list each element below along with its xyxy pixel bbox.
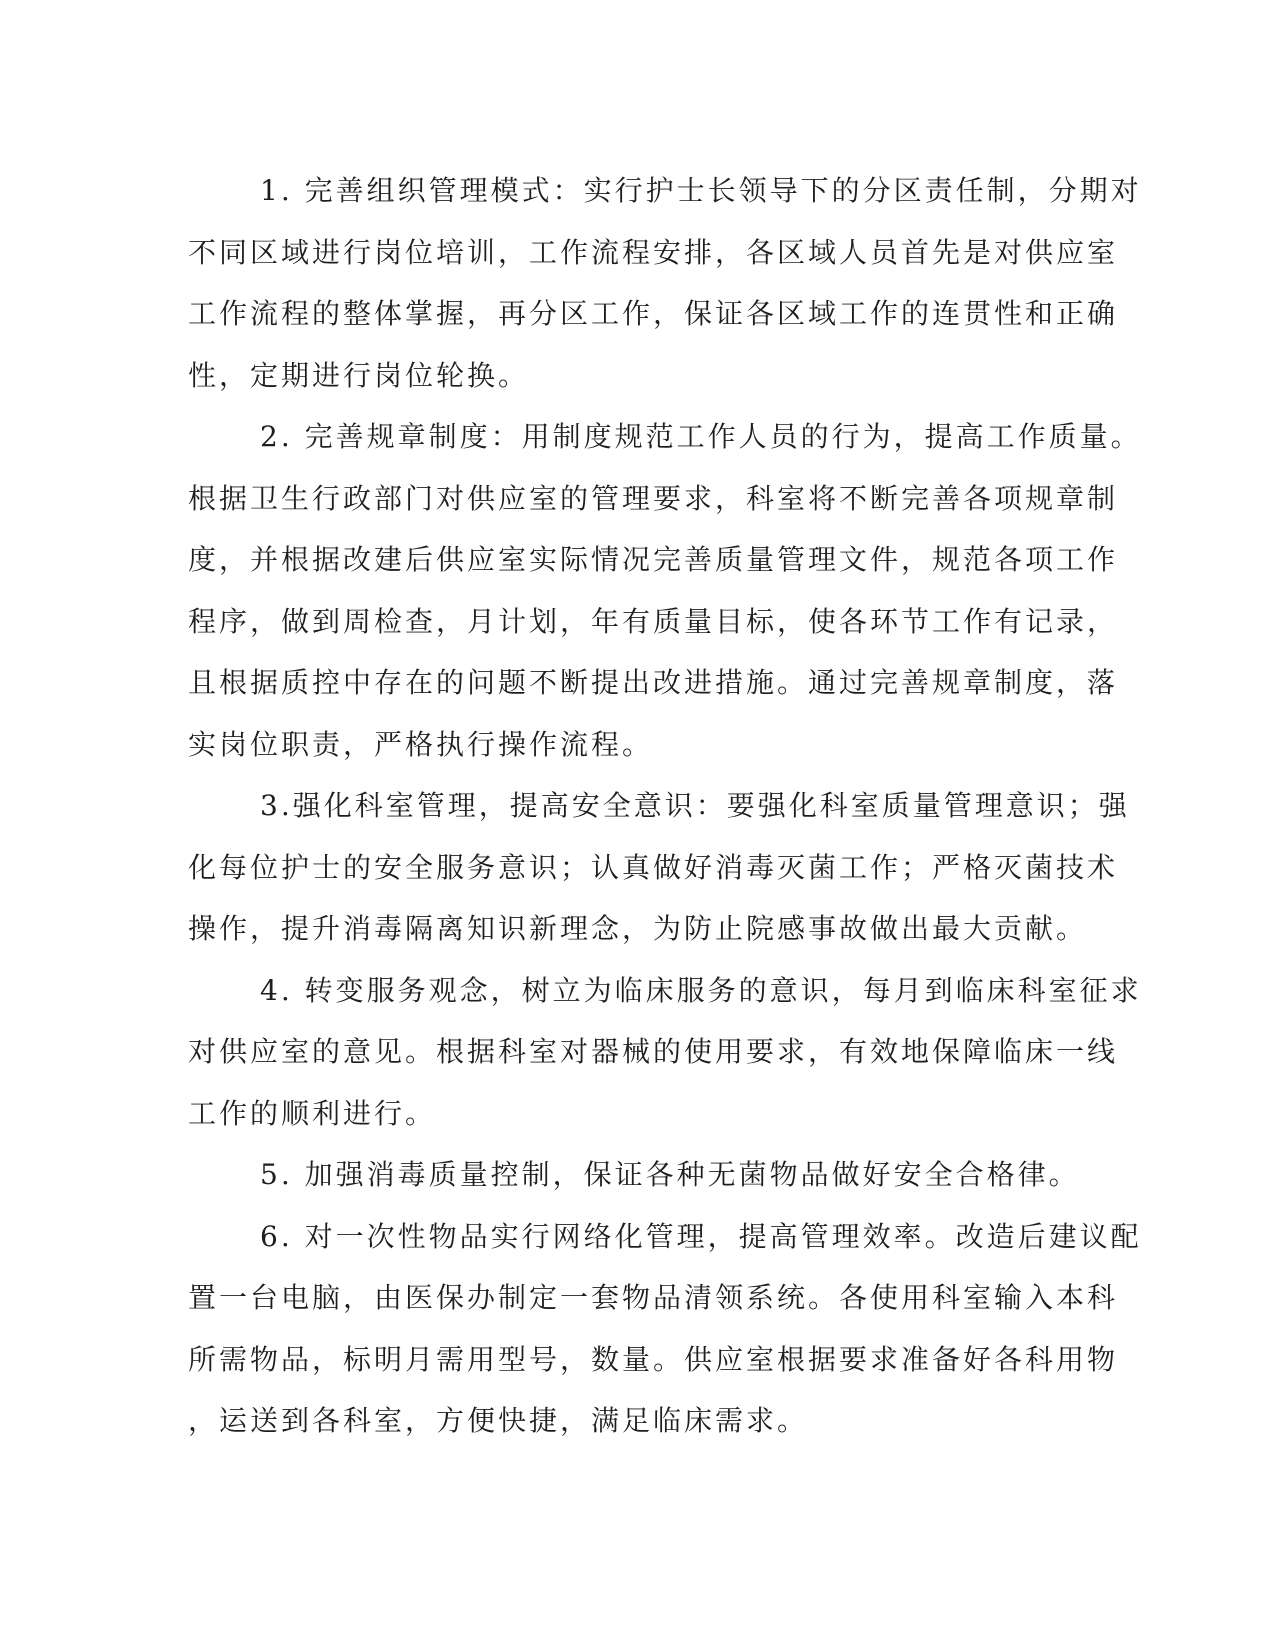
paragraph-line: 度，并根据改建后供应室实际情况完善质量管理文件，规范各项工作	[188, 543, 1119, 576]
paragraph-line: 置一台电脑，由医保办制定一套物品清领系统。各使用科室输入本科	[188, 1281, 1119, 1314]
paragraph-4	[188, 960, 1142, 1145]
paragraph-line: 性，定期进行岗位轮换。	[188, 358, 530, 392]
document-body	[188, 160, 1142, 1452]
paragraph-line: 4. 转变服务观念，树立为临床服务的意识，每月到临床科室征求	[260, 973, 1142, 1007]
paragraph-3	[188, 775, 1130, 960]
paragraph-line: 化每位护士的安全服务意识；认真做好消毒灭菌工作；严格灭菌技术	[188, 850, 1119, 884]
paragraph-line: 5. 加强消毒质量控制，保证各种无菌物品做好安全合格律。	[260, 1158, 1080, 1191]
paragraph-line: 操作，提升消毒隔离知识新理念，为防止院感事故做出最大贡献。	[188, 912, 1088, 945]
paragraph-line: 工作流程的整体掌握，再分区工作，保证各区域工作的连贯性和正确	[188, 297, 1119, 330]
paragraph-line: 所需物品，标明月需用型号，数量。供应室根据要求准备好各科用物	[188, 1342, 1119, 1376]
paragraph-line: 3.强化科室管理，提高安全意识：要强化科室质量管理意识；强	[260, 789, 1130, 822]
paragraph-line: 工作的顺利进行。	[188, 1096, 437, 1130]
paragraph-line: 对供应室的意见。根据科室对器械的使用要求，有效地保障临床一线	[188, 1035, 1119, 1068]
paragraph-line: 2. 完善规章制度：用制度规范工作人员的行为，提高工作质量。	[260, 420, 1142, 453]
paragraph-line: 程序，做到周检查，月计划，年有质量目标，使各环节工作有记录，	[188, 604, 1119, 638]
paragraph-line: 1. 完善组织管理模式：实行护士长领导下的分区责任制，分期对	[260, 174, 1142, 207]
paragraph-2	[188, 406, 1142, 775]
paragraph-line: 实岗位职责，严格执行操作流程。	[188, 727, 654, 761]
paragraph-1	[188, 160, 1142, 406]
paragraph-line: 不同区域进行岗位培训，工作流程安排，各区域人员首先是对供应室	[188, 235, 1119, 269]
paragraph-6	[188, 1206, 1142, 1452]
paragraph-line: 6. 对一次性物品实行网络化管理，提高管理效率。改造后建议配	[260, 1219, 1142, 1253]
paragraph-line: 且根据质控中存在的问题不断提出改进措施。通过完善规章制度，落	[188, 666, 1119, 699]
paragraph-line: ，运送到各科室，方便快捷，满足临床需求。	[188, 1404, 809, 1437]
paragraph-5	[188, 1144, 1078, 1206]
paragraph-line: 根据卫生行政部门对供应室的管理要求，科室将不断完善各项规章制	[188, 481, 1119, 515]
